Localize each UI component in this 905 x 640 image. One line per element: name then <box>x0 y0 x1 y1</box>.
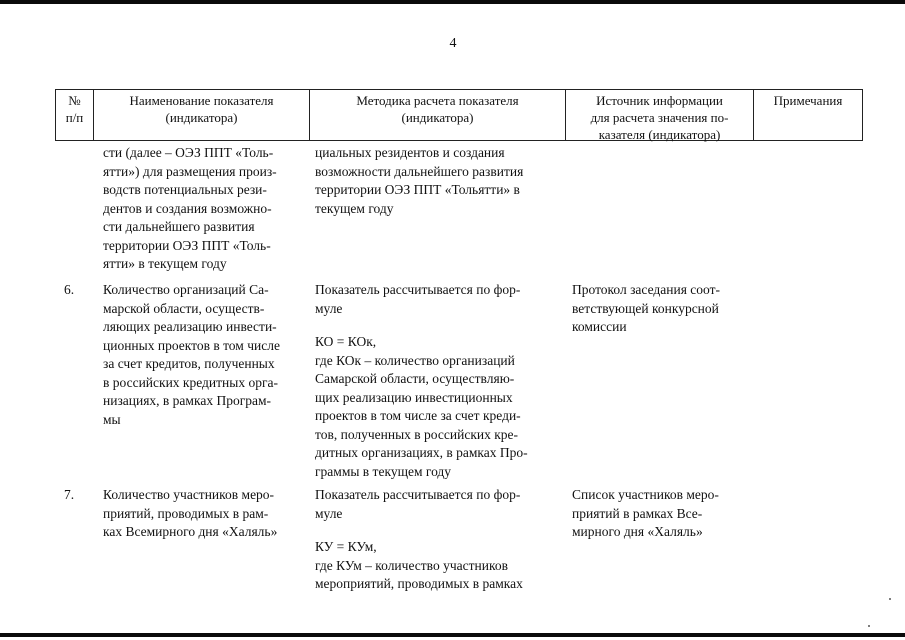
formula: КО = КОк, <box>315 334 377 349</box>
text-line: ятти» в текущем году <box>103 256 227 271</box>
header-num-line: № <box>68 93 81 108</box>
header-source <box>566 92 753 143</box>
text-line: циальных резидентов и создания <box>315 145 505 160</box>
text-line: ционных проектов в том числе <box>103 337 280 353</box>
header-method <box>310 92 565 126</box>
text-line: ляющих реализацию инвести- <box>103 319 277 334</box>
header-notes-line: Примечания <box>773 93 843 108</box>
text-line: возможности дальнейшего развития <box>315 163 524 179</box>
text-line: Самарской области, осуществляю- <box>315 371 515 386</box>
text-line: муле <box>315 300 343 316</box>
text-line: Показатель рассчитывается по фор- <box>315 282 521 297</box>
text-line: щих реализацию инвестиционных <box>315 389 513 405</box>
text-line: Список участников меро- <box>572 487 719 502</box>
text-line: территории ОЭЗ ППТ «Тольятти» в <box>315 182 520 197</box>
text-line: проектов в том числе за счет креди- <box>315 408 521 423</box>
text-line: текущем году <box>315 200 394 216</box>
text-line: Показатель рассчитывается по фор- <box>315 487 521 502</box>
text-line: мероприятий, проводимых в рамках <box>315 576 523 591</box>
text-line: Протокол заседания соот- <box>572 282 720 297</box>
bottom-border-rule <box>0 633 905 637</box>
header-num-line: п/п <box>65 110 84 125</box>
spacer <box>315 523 559 538</box>
text-line: Количество организаций Са- <box>103 282 269 297</box>
text-line: муле <box>315 505 343 521</box>
header-method-line: (индикатора) <box>401 110 474 125</box>
text-line: в российских кредитных орга- <box>103 374 278 390</box>
row-7-source-cell <box>572 486 746 542</box>
row-7-method-cell <box>315 486 559 594</box>
text-line: комиссии <box>572 319 627 334</box>
text-line: ятти») для размещения произ- <box>103 163 277 179</box>
header-num <box>56 92 93 126</box>
row-7-name-cell <box>103 486 304 542</box>
page-number: 4 <box>449 36 457 51</box>
text-line: сти дальнейшего развития <box>103 219 255 234</box>
header-source-line: казателя (индикатора) <box>598 127 721 142</box>
header-name-line: Наименование показателя <box>129 93 274 108</box>
text-line: ках Всемирного дня «Халяль» <box>103 524 278 539</box>
scan-speck <box>868 625 870 627</box>
formula: КУ = КУм, <box>315 539 377 554</box>
scan-speck <box>889 598 891 600</box>
text-line: где КУм – количество участников <box>315 557 508 573</box>
text-line: приятий в рамках Все- <box>572 505 703 521</box>
header-source-line: для расчета значения по- <box>590 110 729 125</box>
spacer <box>315 318 559 333</box>
top-border-rule <box>0 0 905 4</box>
header-source-line: Источник информации <box>596 93 723 108</box>
text-line: ветствующей конкурсной <box>572 300 719 316</box>
text-line: территории ОЭЗ ППТ «Толь- <box>103 237 271 253</box>
text-line: сти (далее – ОЭЗ ППТ «Толь- <box>103 145 274 160</box>
text-line: мы <box>103 411 121 427</box>
text-line: мирного дня «Халяль» <box>572 524 703 539</box>
row-number: 7. <box>64 487 75 502</box>
text-line: за счет кредитов, полученных <box>103 356 275 371</box>
text-line: тов, полученных в российских кре- <box>315 426 519 442</box>
text-line: водств потенциальных рези- <box>103 182 267 197</box>
row-6-source-cell <box>572 281 746 337</box>
text-line: низациях, в рамках Програм- <box>103 393 272 408</box>
header-name-line: (индикатора) <box>165 110 238 125</box>
text-line: дитных организациях, в рамках Про- <box>315 445 528 460</box>
text-line: дентов и создания возможно- <box>103 200 272 216</box>
header-method-line: Методика расчета показателя <box>356 93 519 108</box>
continuation-method-cell <box>315 144 559 218</box>
text-line: где КОк – количество организаций <box>315 352 515 368</box>
text-line: марской области, осуществ- <box>103 300 265 316</box>
text-line: граммы в текущем году <box>315 463 452 479</box>
header-name <box>94 92 309 126</box>
row-number: 6. <box>64 282 75 297</box>
row-6-method-cell <box>315 281 559 481</box>
text-line: приятий, проводимых в рам- <box>103 505 269 521</box>
text-line: Количество участников меро- <box>103 487 275 502</box>
header-notes <box>754 92 862 109</box>
continuation-name-cell <box>103 144 304 274</box>
row-6-name-cell <box>103 281 304 429</box>
